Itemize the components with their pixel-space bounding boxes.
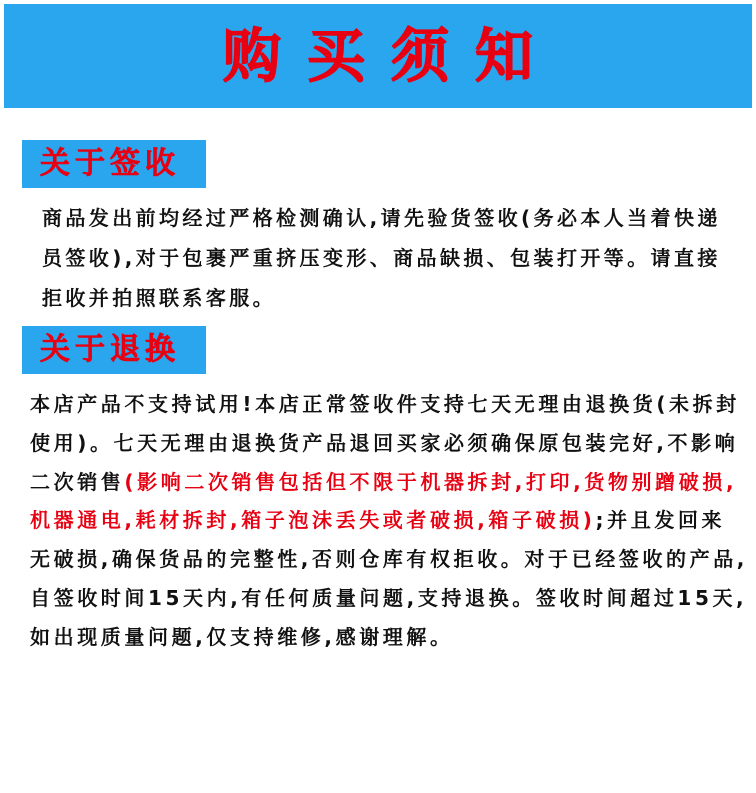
section-tag-returns xyxy=(22,326,206,374)
returns-text-part1: 本店产品不支持试用!本店正常签收件支持七天无理由退换货(未拆封使用)。七天无理由退换货产品退回买家必须确保原包装完好,不影响二次销售 xyxy=(30,392,740,494)
returns-paragraph xyxy=(30,385,748,657)
section-tag-label: 关于签收 xyxy=(40,146,180,181)
page-title: 购买须知 xyxy=(222,22,559,90)
section-tag-receipt xyxy=(22,140,206,188)
section-tag-label: 关于退换 xyxy=(40,332,180,367)
header-banner xyxy=(4,4,752,108)
receipt-paragraph: 商品发出前均经过严格检测确认,请先验货签收(务必本人当着快递员签收),对于包裹严重挤压变形、商品缺损、包装打开等。请直接拒收并拍照联系客服。 xyxy=(42,206,721,310)
returns-highlight-text: (影响二次销售包括但不限于机器拆封,打印,货物别蹭破损,机器通电,耗材拆封,箱子泡沫丢失或者破损,箱子破损) xyxy=(30,469,738,533)
returns-text-part2: ;并且发回来无破损,确保货品的完整性,否则仓库有权拒收。对于已经签收的产品,自签收时间15天内,有任何质量问题,支持退换。签收时间超过15天,如出现质量问题,仅支持维修,感谢理解。 xyxy=(30,508,748,649)
